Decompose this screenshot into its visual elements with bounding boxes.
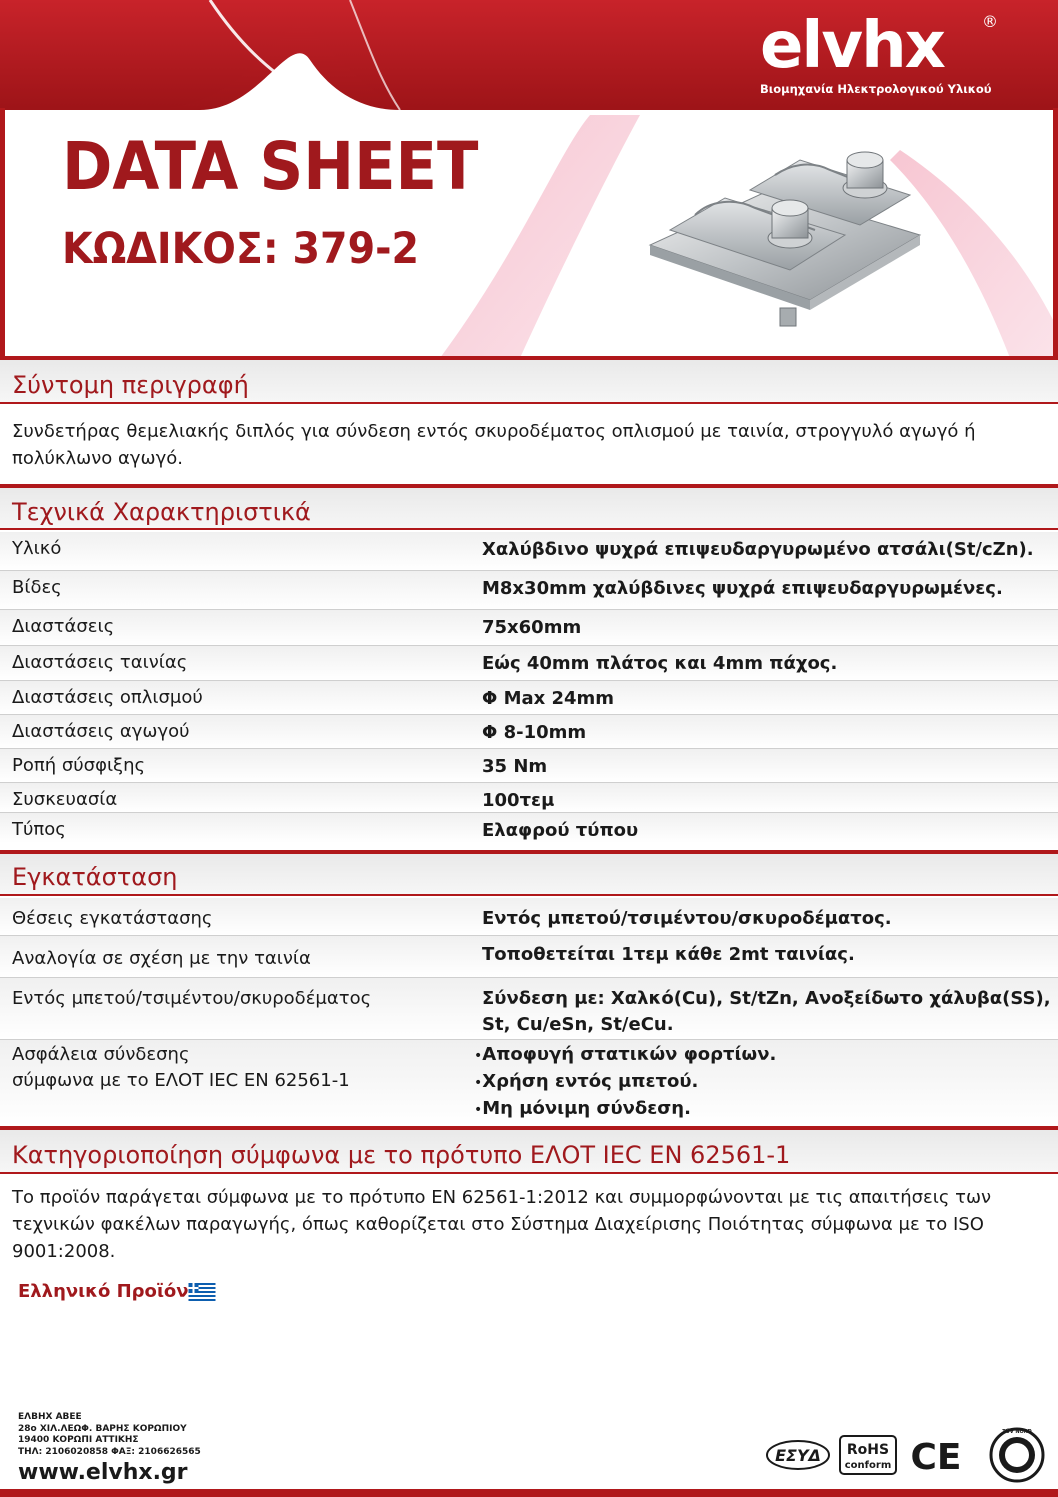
list-item: •Αποφυγή στατικών φορτίων. [474,1044,777,1065]
row-value: Φ 8-10mm [482,722,587,743]
section-header-technical [0,484,1058,530]
section-title: Σύντομη περιγραφή [12,371,249,399]
table-row [0,978,1058,1040]
section-title: Εγκατάσταση [12,863,178,891]
table-row [0,646,1058,681]
address-line: ΕΛΒΗΧ ΑΒΕΕ [18,1412,82,1422]
greek-product-label: Ελληνικό Προϊόν [18,1281,189,1302]
rohs-label: RoHS [846,1442,890,1458]
row-label: Διαστάσεις [12,616,115,637]
brand-logo [760,9,1050,108]
table-row [0,571,1058,610]
row-value: M8x30mm χαλύβδινες ψυχρά επιψευδαργυρωμένες. [482,578,1003,599]
row-label: Αναλογία σε σχέση με την ταινία [12,948,311,969]
bullet-icon: • [474,1075,483,1091]
row-label: Διαστάσεις αγωγού [12,721,190,742]
row-label: Ροπή σύσφιξης [12,755,146,776]
row-value [482,986,1051,1038]
table-row [0,532,1058,571]
company-address [18,1412,201,1458]
bullet-icon: • [474,1048,483,1064]
row-value: Τοποθετείται 1τεμ κάθε 2mt ταινίας. [482,944,855,965]
bottom-border [0,1489,1058,1497]
row-label [12,1042,350,1094]
row-value: 35 Nm [482,756,548,777]
row-value: 75x60mm [482,617,582,638]
page-title: DATA SHEET [62,128,479,205]
product-code: ΚΩΔΙΚΟΣ: 379-2 [62,224,420,274]
row-label: Θέσεις εγκατάστασης [12,908,213,929]
row-value: Χαλύβδινο ψυχρά επιψευδαργυρωμένο ατσάλι(St/cZn). [482,539,1034,560]
classification-text: Το προϊόν παράγεται σύμφωνα με το πρότυπο EN 62561-1:2012 και συμμορφώνονται με τις απαιτήσεις των τεχνικών φακέλων παραγωγής, όπως καθορίζεται στο Σύστημα Διαχείρισης Ποιότητας σύμφωνα με το ISO 9001:2008. [12,1187,992,1262]
row-label: Εντός μπετού/τσιμέντου/σκυροδέματος [12,988,372,1009]
esyd-badge-icon [767,1441,829,1469]
table-row [0,813,1058,843]
website-link[interactable]: www.elvhx.gr [18,1460,188,1485]
bullet-icon: • [474,1102,483,1118]
row-value: Εντός μπετού/τσιμέντου/σκυροδέματος. [482,908,892,929]
section-header-classification [0,1126,1058,1174]
rohs-badge-icon [840,1436,896,1474]
tuv-label: TÜV NORD [1002,1429,1032,1435]
certification-badges [764,1424,1054,1486]
address-line: ΤΗΛ: 2106020858 ΦΑΞ: 2106626565 [18,1446,201,1457]
row-label-line: σύμφωνα με το ΕΛΟΤ IEC EN 62561-1 [12,1070,350,1091]
row-label: Διαστάσεις ταινίας [12,652,188,673]
section-title: Κατηγοριοποίηση σύμφωνα με το πρότυπο ΕΛΟΤ IEC EN 62561-1 [12,1141,791,1169]
table-row [0,1040,1058,1126]
row-value: Ελαφρού τύπου [482,820,639,841]
table-row [0,898,1058,936]
esyd-label: ΕΣΥΔ [775,1446,821,1465]
table-row [0,715,1058,749]
section-header-installation [0,850,1058,896]
table-row [0,749,1058,783]
logo-tagline: Βιομηχανία Ηλεκτρολογικού Υλικού [760,82,992,96]
table-row [0,783,1058,813]
row-value: Φ Max 24mm [482,688,615,709]
row-value: 100τεμ [482,790,555,811]
greek-flag-icon [188,1283,216,1301]
tuv-certificate-icon [991,1428,1043,1481]
registered-mark: ® [982,12,998,31]
header-banner [0,0,1058,358]
bullet-list [474,1042,776,1123]
row-value-line: St, Cu/eSn, St/eCu. [482,1014,674,1035]
row-label: Διαστάσεις οπλισμού [12,687,203,708]
logo-wordmark: elvhx [760,9,944,83]
row-value-line: Σύνδεση με: Χαλκό(Cu), St/tZn, Ανοξείδωτο χάλυβα(SS), [482,988,1051,1009]
row-label: Υλικό [12,538,62,559]
table-row [0,610,1058,646]
ce-mark-icon [910,1437,961,1478]
address-line: 19400 ΚΟΡΩΠΙ ΑΤΤΙΚΗΣ [18,1435,139,1445]
row-label-line: Ασφάλεια σύνδεσης [12,1044,190,1065]
list-item: •Χρήση εντός μπετού. [474,1071,699,1092]
address-line: 28ο ΧΙΛ.ΛΕΩΦ. ΒΑΡΗΣ ΚΟΡΩΠΙΟΥ [18,1423,187,1434]
section-header-short-description [0,356,1058,404]
short-description-text: Συνδετήρας θεμελιακής διπλός για σύνδεση εντός σκυροδέματος οπλισμού με ταινία, στρογγυλό αγωγό ή πολύκλωνο αγωγό. [12,421,976,469]
row-label: Βίδες [12,577,62,598]
list-item: •Μη μόνιμη σύνδεση. [474,1098,691,1119]
product-clamp-image [640,130,940,330]
rohs-conform-label: conform [844,1460,892,1471]
ce-label: CE [910,1437,962,1478]
row-label: Τύπος [12,819,66,840]
row-label: Συσκευασία [12,789,118,810]
table-row [0,936,1058,978]
row-value: Εώς 40mm πλάτος και 4mm πάχος. [482,653,838,674]
table-row [0,681,1058,715]
section-title: Τεχνικά Χαρακτηριστικά [12,498,311,526]
